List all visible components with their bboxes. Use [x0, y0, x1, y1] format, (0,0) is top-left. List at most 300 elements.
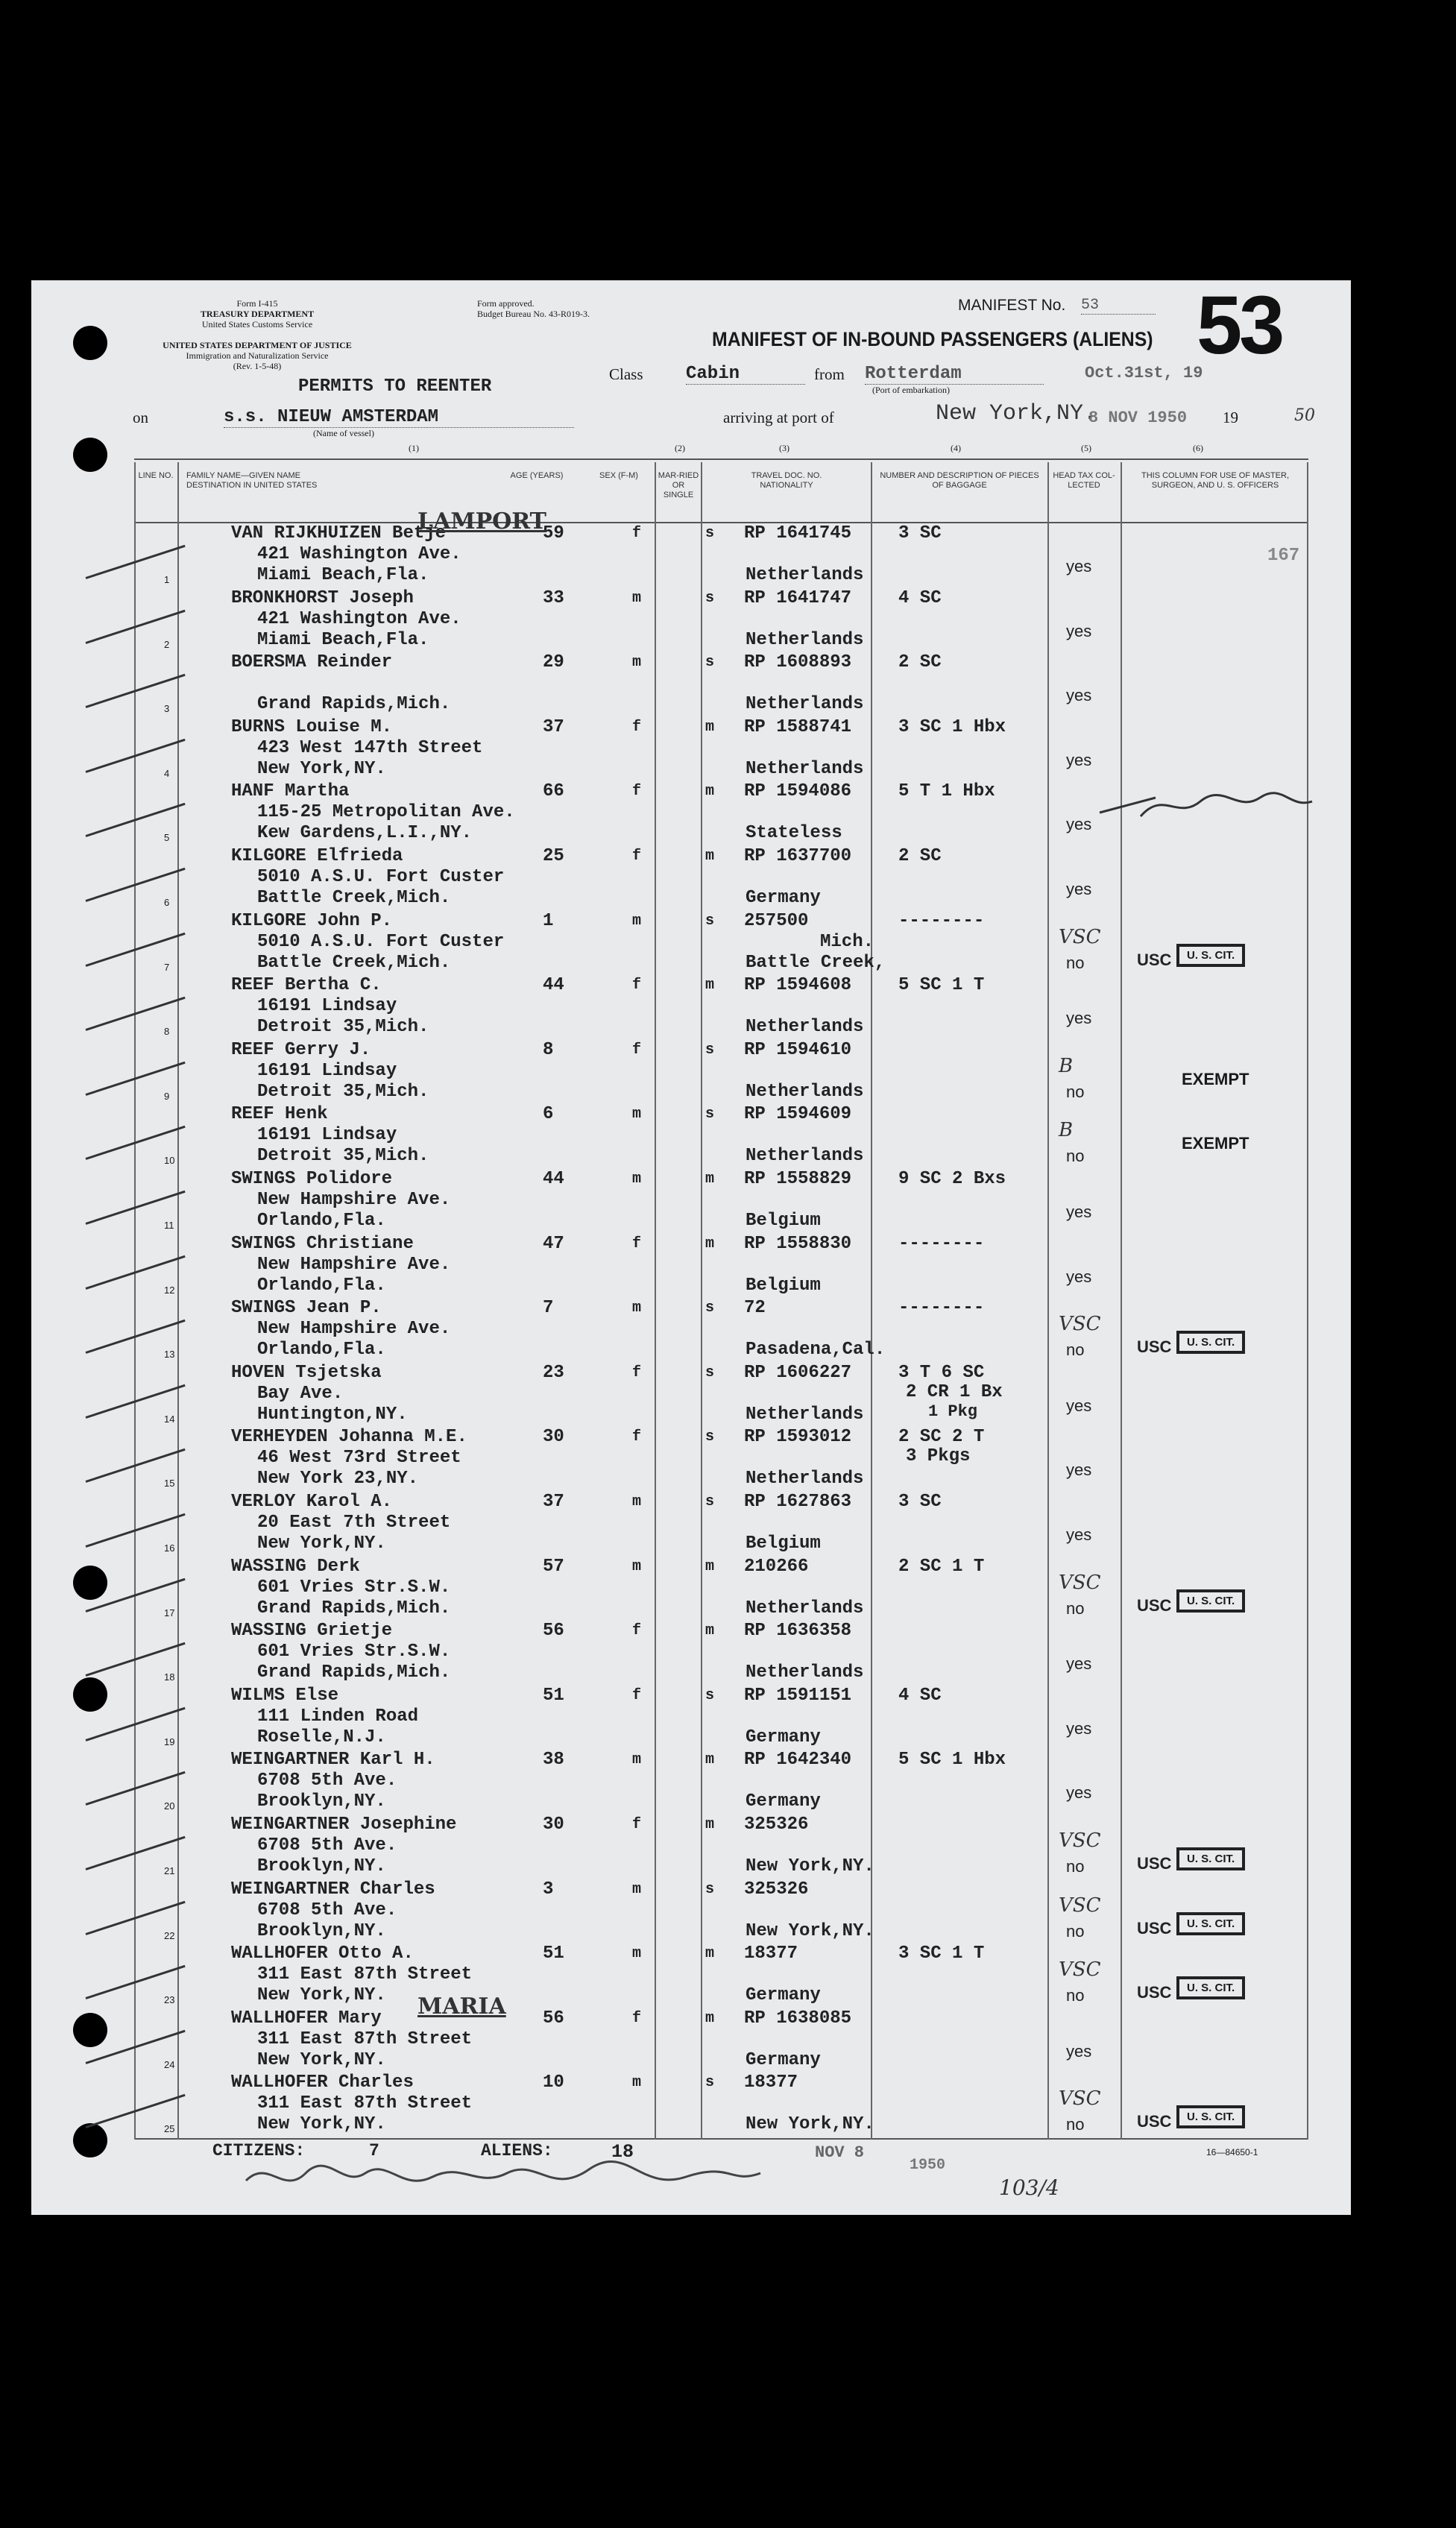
line-number: 6	[164, 897, 170, 908]
passenger-row	[0, 1557, 1320, 1620]
head-tax: no	[1066, 2115, 1085, 2134]
us-citizen-stamp: U. S. CIT.	[1176, 1976, 1245, 1999]
line-number: 25	[164, 2123, 175, 2135]
age: 51	[543, 1685, 564, 1706]
sex: m	[632, 912, 642, 930]
table-bottom-rule	[134, 2138, 1308, 2140]
age: 56	[543, 1621, 564, 1642]
sex: f	[632, 1428, 642, 1446]
travel-document: RP 1641747	[744, 587, 852, 608]
address-street: 16191 Lindsay	[257, 1125, 397, 1146]
address-street: 5010 A.S.U. Fort Custer	[257, 867, 505, 887]
vessel-caption: (Name of vessel)	[313, 428, 374, 438]
col-num-2: (2)	[675, 443, 685, 453]
marital-status: m	[705, 848, 715, 865]
head-tax: yes	[1066, 880, 1092, 898]
address-city: New York,NY.	[257, 1985, 386, 2006]
age: 66	[543, 781, 564, 802]
address-city: Battle Creek,Mich.	[257, 888, 451, 908]
head-tax-note: VSC	[1059, 925, 1101, 948]
head-tax: yes	[1066, 815, 1092, 834]
line-number: 16	[164, 1542, 175, 1554]
line-number: 14	[164, 1413, 175, 1425]
head-tax: yes	[1066, 1525, 1092, 1544]
baggage: 2 SC	[898, 846, 942, 866]
marital-status: s	[705, 1880, 715, 1898]
nationality: Netherlands	[746, 1598, 864, 1618]
head-tax: yes	[1066, 1202, 1092, 1221]
head-tax: no	[1066, 1986, 1085, 2005]
header-baggage: NUMBER AND DESCRIPTION OF PIECES OF BAGGAGE	[880, 471, 1039, 490]
marital-status: s	[705, 912, 715, 930]
address-street: 5010 A.S.U. Fort Custer	[257, 931, 505, 952]
manifest-number: 53	[1081, 297, 1156, 315]
passenger-row	[0, 975, 1320, 1038]
baggage-extra: 3 Pkgs	[906, 1446, 971, 1467]
line-number: 10	[164, 1155, 175, 1167]
sex: m	[632, 1557, 642, 1575]
line-number: 22	[164, 1929, 175, 1941]
passenger-row	[0, 1363, 1320, 1426]
class-label: Class	[609, 365, 643, 383]
head-tax: yes	[1066, 1009, 1092, 1028]
sex: f	[632, 1041, 642, 1059]
travel-document: RP 1594608	[744, 975, 852, 996]
line-number: 4	[164, 767, 170, 779]
sex: m	[632, 1170, 642, 1188]
passenger-name: WALLHOFER Mary	[231, 2008, 382, 2029]
line-number: 20	[164, 1800, 175, 1812]
marital-status: s	[705, 1106, 715, 1123]
rev: (Rev. 1-5-48)	[233, 361, 282, 371]
from-value: Rotterdam	[865, 364, 1044, 385]
header-officers: THIS COLUMN FOR USE OF MASTER, SURGEON, AND U. S. OFFICERS	[1141, 471, 1289, 490]
passenger-name: WEINGARTNER Josephine	[231, 1815, 457, 1835]
baggage: 3 T 6 SC	[898, 1362, 985, 1383]
nationality: Netherlands	[746, 1146, 864, 1167]
line-number: 23	[164, 1994, 175, 2006]
nationality: Netherlands	[746, 1469, 864, 1490]
col-num-4: (4)	[951, 443, 961, 453]
nationality: Netherlands	[746, 758, 864, 779]
age: 30	[543, 1815, 564, 1835]
travel-document: 18377	[744, 2072, 798, 2093]
age: 30	[543, 1427, 564, 1448]
officer-number: 167	[1267, 546, 1300, 566]
address-street: Bay Ave.	[257, 1383, 344, 1404]
age: 33	[543, 587, 564, 608]
address-city: Grand Rapids,Mich.	[257, 694, 451, 715]
passenger-row	[0, 2072, 1320, 2136]
nationality: Germany	[746, 1727, 821, 1747]
baggage: --------	[898, 910, 985, 931]
address-city: New York,NY.	[257, 2049, 386, 2070]
address-city: Roselle,N.J.	[257, 1727, 386, 1747]
age: 10	[543, 2072, 564, 2093]
sex: f	[632, 1364, 642, 1381]
address-city: Battle Creek,Mich.	[257, 952, 451, 973]
col-num-3: (3)	[779, 443, 790, 453]
passenger-row	[0, 1169, 1320, 1232]
travel-document: RP 1606227	[744, 1362, 852, 1383]
aliens-label: ALIENS:	[481, 2141, 553, 2160]
head-tax-note: VSC	[1059, 1829, 1101, 1852]
exempt-stamp: EXEMPT	[1182, 1134, 1249, 1153]
age: 47	[543, 1233, 564, 1254]
us-citizen-stamp: U. S. CIT.	[1176, 1331, 1245, 1354]
marital-status: m	[705, 1235, 715, 1252]
baggage: 3 SC 1 Hbx	[898, 716, 1006, 737]
address-street: 16191 Lindsay	[257, 1060, 397, 1081]
line-number: 1	[164, 574, 170, 585]
marital-status: s	[705, 1686, 715, 1704]
address-city: Miami Beach,Fla.	[257, 565, 429, 585]
passenger-name: VAN RIJKHUIZEN Betje	[231, 523, 447, 543]
travel-document: 257500	[744, 910, 809, 931]
baggage: 3 SC	[898, 1492, 942, 1512]
travel-document: RP 1642340	[744, 1750, 852, 1771]
passenger-row	[0, 1815, 1320, 1878]
binder-hole	[73, 438, 107, 472]
line-number: 12	[164, 1284, 175, 1296]
usc-prefix: USC	[1137, 1854, 1172, 1873]
age: 3	[543, 1879, 554, 1900]
binder-hole	[73, 326, 107, 360]
marital-status: m	[705, 1170, 715, 1188]
marital-status: m	[705, 1816, 715, 1833]
age: 38	[543, 1750, 564, 1771]
sex: m	[632, 1880, 642, 1898]
travel-document: RP 1637700	[744, 846, 852, 866]
head-tax-note: B	[1059, 1119, 1074, 1142]
line-number: 2	[164, 638, 170, 650]
head-tax: yes	[1066, 750, 1092, 769]
address-street: 601 Vries Str.S.W.	[257, 1642, 451, 1662]
travel-document: 325326	[744, 1815, 809, 1835]
arrival-date-stamp: 8 NOV 1950	[1088, 409, 1188, 427]
line-number: 9	[164, 1090, 170, 1102]
us-citizen-stamp: U. S. CIT.	[1176, 2105, 1245, 2128]
address-city: New York,NY.	[257, 1533, 386, 1554]
sex: m	[632, 1106, 642, 1123]
baggage: 4 SC	[898, 587, 942, 608]
passenger-name: REEF Bertha C.	[231, 975, 382, 996]
passenger-row	[0, 1686, 1320, 1749]
address-city: Detroit 35,Mich.	[257, 1146, 429, 1167]
nationality-extra: Battle Creek,	[746, 952, 886, 973]
approved: Form approved.	[477, 298, 535, 309]
line-number: 21	[164, 1865, 175, 1876]
line-number: 3	[164, 703, 170, 715]
sex: m	[632, 2074, 642, 2092]
passenger-row	[0, 588, 1320, 652]
header-married: MAR-RIED OR SINGLE	[658, 471, 699, 499]
age: 44	[543, 1169, 564, 1189]
marital-status: s	[705, 1493, 715, 1510]
head-tax: yes	[1066, 1267, 1092, 1286]
handwritten-correction: LAMPORT	[417, 508, 546, 535]
head-tax: no	[1066, 1857, 1085, 1876]
marital-status: m	[705, 1751, 715, 1769]
passenger-name: KILGORE Elfrieda	[231, 846, 403, 866]
passenger-row	[0, 911, 1320, 974]
nationality: Germany	[746, 888, 821, 908]
head-tax: yes	[1066, 1783, 1092, 1803]
address-city: New York,NY.	[257, 758, 386, 779]
passenger-name: WEINGARTNER Karl H.	[231, 1750, 435, 1771]
doj: UNITED STATES DEPARTMENT OF JUSTICE	[163, 340, 352, 350]
age: 37	[543, 1492, 564, 1512]
travel-document: RP 1591151	[744, 1685, 852, 1706]
head-tax: yes	[1066, 1654, 1092, 1674]
check-tick	[86, 803, 186, 837]
travel-document: RP 1641745	[744, 523, 852, 543]
nationality: New York,NY.	[746, 2114, 874, 2135]
baggage: 3 SC	[898, 523, 942, 543]
passenger-row	[0, 508, 1320, 587]
col-num-5: (5)	[1081, 443, 1091, 453]
nationality: Germany	[746, 2049, 821, 2070]
sex: f	[632, 525, 642, 542]
budget: Budget Bureau No. 43-R019-3.	[477, 309, 590, 319]
address-city: Detroit 35,Mich.	[257, 1081, 429, 1102]
address-city: Grand Rapids,Mich.	[257, 1598, 451, 1618]
nationality: Belgium	[746, 1275, 821, 1296]
on-label: on	[133, 409, 148, 426]
age: 57	[543, 1556, 564, 1577]
passenger-name: WALLHOFER Charles	[231, 2072, 414, 2093]
line-number: 11	[164, 1220, 174, 1231]
line-number: 5	[164, 832, 170, 844]
travel-document: RP 1627863	[744, 1492, 852, 1512]
travel-document: RP 1594610	[744, 1039, 852, 1060]
passenger-row	[0, 717, 1320, 781]
head-tax: yes	[1066, 621, 1092, 640]
marital-status: s	[705, 1299, 715, 1317]
passenger-row	[0, 1621, 1320, 1684]
printer-code: 16—84650-1	[1206, 2147, 1258, 2157]
passenger-name: BURNS Louise M.	[231, 716, 393, 737]
nationality: Stateless	[746, 823, 842, 844]
travel-document: 72	[744, 1298, 766, 1319]
header-travel: TRAVEL DOC. NO. NATIONALITY	[751, 471, 822, 490]
address-city: Detroit 35,Mich.	[257, 1017, 429, 1038]
marital-status: s	[705, 2074, 715, 2092]
us-citizen-stamp: U. S. CIT.	[1176, 944, 1245, 967]
sex: m	[632, 1751, 642, 1769]
passenger-name: HOVEN Tsjetska	[231, 1362, 382, 1383]
nationality: Netherlands	[746, 1404, 864, 1425]
marital-status: s	[705, 654, 715, 672]
line-number: 19	[164, 1736, 175, 1747]
nationality: Netherlands	[746, 565, 864, 585]
officer-signature	[1096, 783, 1320, 828]
check-tick	[86, 868, 186, 902]
check-tick	[86, 674, 186, 708]
age: 7	[543, 1298, 554, 1319]
passenger-name: VERHEYDEN Johanna M.E.	[231, 1427, 467, 1448]
nationality: Germany	[746, 1791, 821, 1812]
address-street: 46 West 73rd Street	[257, 1448, 461, 1469]
sex: f	[632, 1816, 642, 1833]
head-tax: yes	[1066, 2041, 1092, 2061]
address-street: 6708 5th Ave.	[257, 1900, 397, 1920]
marital-status: s	[705, 589, 715, 607]
head-tax: no	[1066, 1340, 1085, 1360]
permits-header: PERMITS TO REENTER	[298, 376, 492, 397]
passenger-name: WASSING Grietje	[231, 1621, 393, 1642]
sex: m	[632, 589, 642, 607]
head-tax: yes	[1066, 1718, 1092, 1738]
travel-document: 210266	[744, 1556, 809, 1577]
usc-prefix: USC	[1137, 1983, 1172, 2002]
check-tick	[86, 739, 186, 773]
sex: m	[632, 654, 642, 672]
passenger-row	[0, 1492, 1320, 1555]
sex: f	[632, 977, 642, 995]
address-street: 6708 5th Ave.	[257, 1835, 397, 1856]
age: 23	[543, 1362, 564, 1383]
us-citizen-stamp: U. S. CIT.	[1176, 1589, 1245, 1613]
passenger-row	[0, 846, 1320, 910]
address-street: 421 Washington Ave.	[257, 544, 461, 564]
nationality: Belgium	[746, 1533, 821, 1554]
passenger-row	[0, 1040, 1320, 1103]
address-city: New York,NY.	[257, 2114, 386, 2135]
age: 29	[543, 652, 564, 673]
passenger-name: VERLOY Karol A.	[231, 1492, 393, 1512]
marital-status: m	[705, 1945, 715, 1963]
from-label: from	[814, 365, 845, 383]
address-street: 421 Washington Ave.	[257, 608, 461, 629]
address-city: Kew Gardens,L.I.,NY.	[257, 823, 473, 844]
passenger-name: SWINGS Jean P.	[231, 1298, 382, 1319]
passenger-row	[0, 1879, 1320, 1943]
head-tax-note: VSC	[1059, 1571, 1101, 1594]
address-street: 311 East 87th Street	[257, 1964, 473, 1985]
age: 37	[543, 716, 564, 737]
address-street: 311 East 87th Street	[257, 2029, 473, 2049]
nationality: Belgium	[746, 1211, 821, 1231]
sex: f	[632, 718, 642, 736]
customs: United States Customs Service	[201, 319, 313, 330]
check-tick	[86, 997, 186, 1031]
passenger-name: KILGORE John P.	[231, 910, 393, 931]
travel-document: 325326	[744, 1879, 809, 1900]
document-title: MANIFEST OF IN-BOUND PASSENGERS (ALIENS)	[712, 328, 1153, 350]
header-name: FAMILY NAME—GIVEN NAME DESTINATION IN UNITED STATES	[186, 471, 318, 490]
header-sex: SEX (F-M)	[599, 471, 638, 480]
sex: f	[632, 1622, 642, 1640]
address-street: 20 East 7th Street	[257, 1513, 451, 1533]
arrival-port: New York,NY.	[936, 401, 1097, 426]
age: 6	[543, 1104, 554, 1125]
header-age: AGE (YEARS)	[510, 471, 564, 480]
nationality: Mich.	[820, 931, 874, 952]
date-value: Oct.31st, 19	[1085, 364, 1203, 382]
head-tax: yes	[1066, 1396, 1092, 1415]
line-number: 13	[164, 1349, 175, 1361]
nationality: Germany	[746, 1985, 821, 2006]
travel-document: RP 1558829	[744, 1169, 852, 1189]
age: 44	[543, 975, 564, 996]
head-tax: no	[1066, 1598, 1085, 1618]
header-line: LINE NO.	[138, 471, 174, 480]
head-tax-note: B	[1059, 1054, 1074, 1077]
usc-prefix: USC	[1137, 1595, 1172, 1615]
col-num-1: (1)	[409, 443, 419, 453]
check-tick	[86, 609, 186, 643]
head-tax-note: VSC	[1059, 1894, 1101, 1917]
address-city: Brooklyn,NY.	[257, 1920, 386, 1941]
baggage-extra: 2 CR 1 Bx	[906, 1381, 1003, 1402]
travel-document: RP 1608893	[744, 652, 852, 673]
address-street: 16191 Lindsay	[257, 996, 397, 1017]
baggage: --------	[898, 1298, 985, 1319]
aliens-count: 18	[611, 2141, 634, 2163]
stamp-year: 1950	[910, 2157, 946, 2174]
age: 56	[543, 2008, 564, 2029]
passenger-name: WILMS Else	[231, 1685, 339, 1706]
baggage: 2 SC 1 T	[898, 1556, 985, 1577]
head-tax: yes	[1066, 557, 1092, 576]
age: 1	[543, 910, 554, 931]
head-tax-note: VSC	[1059, 2087, 1101, 2111]
year-handwritten: 50	[1294, 406, 1315, 425]
sex: m	[632, 1945, 642, 1963]
marital-status: s	[705, 525, 715, 542]
sex: f	[632, 1235, 642, 1252]
sex: f	[632, 2009, 642, 2027]
address-city: Miami Beach,Fla.	[257, 629, 429, 650]
address-street: 115-25 Metropolitan Ave.	[257, 802, 515, 823]
baggage: 9 SC 2 Bxs	[898, 1169, 1006, 1189]
head-tax-note: VSC	[1059, 1958, 1101, 1982]
address-city: Orlando,Fla.	[257, 1340, 386, 1361]
passenger-name: WASSING Derk	[231, 1556, 360, 1577]
usc-prefix: USC	[1137, 1337, 1172, 1357]
sex: f	[632, 1686, 642, 1704]
baggage: 5 SC 1 Hbx	[898, 1750, 1006, 1771]
usc-prefix: USC	[1137, 2112, 1172, 2131]
passenger-name: WEINGARTNER Charles	[231, 1879, 435, 1900]
travel-document: RP 1594086	[744, 781, 852, 802]
nationality: Netherlands	[746, 1662, 864, 1683]
port-embark-caption: (Port of embarkation)	[872, 385, 950, 395]
inspector-signature	[239, 2151, 775, 2203]
passenger-row	[0, 1750, 1320, 1813]
line-number: 18	[164, 1671, 175, 1683]
col-num-6: (6)	[1193, 443, 1203, 453]
us-citizen-stamp: U. S. CIT.	[1176, 1912, 1245, 1935]
header-head-tax: HEAD TAX COL-LECTED	[1053, 471, 1115, 490]
nationality: Netherlands	[746, 694, 864, 715]
address-street: New Hampshire Ave.	[257, 1190, 451, 1210]
nationality: Netherlands	[746, 1017, 864, 1038]
baggage: 5 SC 1 T	[898, 975, 985, 996]
passenger-name: BOERSMA Reinder	[231, 652, 393, 673]
marital-status: s	[705, 1428, 715, 1446]
line-number: 15	[164, 1478, 175, 1490]
address-street: 423 West 147th Street	[257, 737, 483, 758]
usc-prefix: USC	[1137, 1918, 1172, 1938]
head-tax: no	[1066, 953, 1085, 972]
table-top-rule	[134, 458, 1308, 460]
marital-status: s	[705, 1041, 715, 1059]
nationality: New York,NY.	[746, 1856, 874, 1876]
line-number: 17	[164, 1607, 175, 1618]
address-street: New Hampshire Ave.	[257, 1319, 451, 1340]
